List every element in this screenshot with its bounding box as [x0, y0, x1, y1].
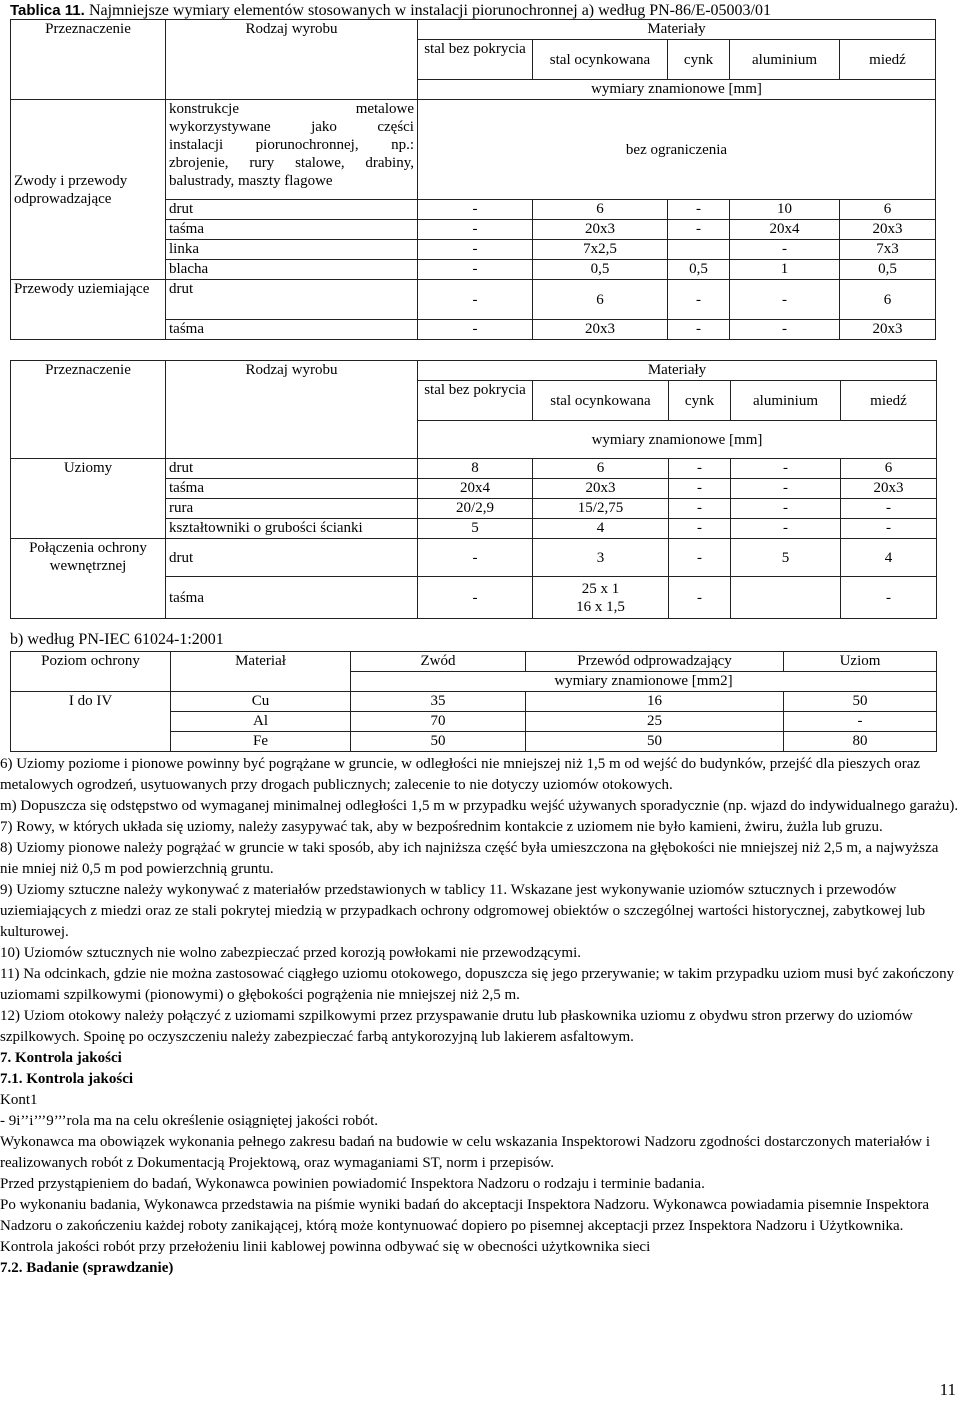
konstrukcje-cell: konstrukcje metalowe wykorzystywane jako części instalacji piorunochronnej, np.: zbrojenie, rury stalowe, drabiny, balustrady, maszty flagowe — [166, 100, 418, 200]
header-wymiary: wymiary znamionowe [mm2] — [351, 672, 937, 692]
kont-line: Kont1 — [0, 1092, 38, 1108]
material-stal: stal bez pokrycia — [418, 40, 533, 80]
header-przeznaczenie: Przeznaczenie — [11, 20, 166, 100]
table-3 — [10, 651, 937, 752]
table-row: kształtowniki o grubości ścianki 5 4 - - - — [11, 519, 937, 539]
material-cynk: cynk — [669, 381, 731, 421]
table-row: taśma - 20x3 - - 20x3 — [11, 320, 936, 340]
paragraph: Wykonawca ma obowiązek wykonania pełnego zakresu badań na budowie w celu wskazania Inspektorowi Nadzoru zgodności dostarczonych materiałów i realizowanych robót z Dokumentacją Projektową, oraz wymaganiami ST, norm i przepisów. — [0, 1134, 931, 1171]
header-material: Materiał — [171, 652, 351, 692]
header-uziom: Uziom — [784, 652, 937, 672]
header-wymiary: wymiary znamionowe [mm] — [418, 80, 936, 100]
table-row: Połączenia ochrony wewnętrznej drut - 3 - 5 4 — [11, 539, 937, 577]
table-row: taśma 20x4 20x3 - - 20x3 — [11, 479, 937, 499]
material-aluminium: aluminium — [730, 40, 840, 80]
zwody-label: Zwody i przewody odprowadzające — [11, 100, 166, 280]
paragraph: 10) Uziomów sztucznych nie wolno zabezpieczać przed korozją powłokami nie przewodzącymi. — [0, 945, 582, 961]
material-cynk: cynk — [668, 40, 730, 80]
heading-7: 7. Kontrola jakości — [0, 1050, 122, 1066]
polaczenia-label: Połączenia ochrony wewnętrznej — [11, 539, 166, 619]
table-title: Tablica 11. Najmniejsze wymiary elementów stosowanych w instalacji piorunochronnej a) według PN-86/E-05003/01 — [10, 2, 771, 19]
uziomy-label: Uziomy — [11, 459, 166, 539]
body-text — [0, 754, 960, 1279]
header-przewod: Przewód odprowadzający — [526, 652, 784, 672]
table-row: taśma - 25 x 1 16 x 1,5 - - — [11, 577, 937, 619]
paragraph: 8) Uziomy pionowe należy pogrążać w gruncie w taki sposób, aby ich najniższa część była umieszczona na głębokości nie mniejszej niż 2,5 m, a najwyższa nie mniej niż 0,5 m pod powierzchnią gruntu. — [0, 840, 939, 877]
paragraph: m) Dopuszcza się odstępstwo od wymaganej minimalnej odległości 1,5 m w przypadku wejść używanych sporadycznie (np. wjazd do indywidualnego garażu). — [0, 798, 959, 814]
paragraph: 6) Uziomy poziome i pionowe powinny być pogrążane w gruncie, w odległości nie mniejszej niż 1,5 m od wejść do budynków, przejść dla pieszych oraz metalowych ogrodzeń, usytuowanych przy drogach publicznych; zalecenie to nie dotyczy uziomów otokowych. — [0, 756, 921, 793]
material-stal: stal bez pokrycia — [418, 381, 533, 421]
tasma-dimensions: 25 x 1 16 x 1,5 — [533, 577, 669, 619]
table-1 — [10, 19, 936, 340]
material-aluminium: aluminium — [731, 381, 841, 421]
paragraph: Po wykonaniu badania, Wykonawca przedstawia na piśmie wyniki badań do akceptacji Inspektora Nadzoru. Wykonawca powiadamia pisemnie Inspektora Nadzoru o zakończeniu każdej roboty zanikającej, którą może kontynuować dopiero po pisemnej akceptacji przez Inspektora Nadzoru i Użytkownika. Kontrola jakości robót przy przełożeniu linii kablowej powinna odbywać się w obecności użytkownika sieci — [0, 1197, 930, 1255]
header-zwod: Zwód — [351, 652, 526, 672]
table-row: rura 20/2,9 15/2,75 - - - — [11, 499, 937, 519]
table-row: drut - 6 - 10 6 — [11, 200, 936, 220]
table-2 — [10, 360, 937, 619]
table-row: Al 70 25 - — [11, 712, 937, 732]
subtitle-b: b) według PN-IEC 61024-1:2001 — [10, 631, 224, 648]
header-rodzaj: Rodzaj wyrobu — [166, 20, 418, 100]
paragraph: 11) Na odcinkach, gdzie nie można zastosować ciągłego uziomu otokowego, dopuszcza się jego przerywanie; w takim przypadku uziom musi być zakończony uziomami szpilkowymi (pionowymi) o głębokości pogrążenia nie mniejszej niż 2,5 m. — [0, 966, 955, 1003]
table-row: I do IV Cu 35 16 50 — [11, 692, 937, 712]
table-row: blacha - 0,5 0,5 1 0,5 — [11, 260, 936, 280]
rola-line: - 9i’’i’’’9’’’rola ma na celu określenie osiągniętej jakości robót. — [0, 1113, 379, 1129]
przewody-label: Przewody uziemiające — [11, 280, 166, 340]
header-wymiary: wymiary znamionowe [mm] — [418, 421, 937, 459]
table-row: taśma - 20x3 - 20x4 20x3 — [11, 220, 936, 240]
header-poziom: Poziom ochrony — [11, 652, 171, 692]
material-miedz: miedź — [840, 40, 936, 80]
material-ocynk: stal ocynkowana — [533, 40, 668, 80]
poziom-value: I do IV — [11, 692, 171, 752]
header-materialy: Materiały — [418, 361, 937, 381]
bez-ograniczenia: bez ograniczenia — [418, 100, 936, 200]
table-row: Uziomy drut 8 6 - - 6 — [11, 459, 937, 479]
material-ocynk: stal ocynkowana — [533, 381, 669, 421]
header-rodzaj: Rodzaj wyrobu — [166, 361, 418, 459]
paragraph: Przed przystąpieniem do badań, Wykonawca powinien powiadomić Inspektora Nadzoru o rodzaju i terminie badania. — [0, 1176, 705, 1192]
table-row: Przewody uziemiające drut - 6 - - 6 — [11, 280, 936, 320]
paragraph: 7) Rowy, w których układa się uziomy, należy zasypywać tak, aby w bezpośrednim kontakcie z uziomem nie było kamieni, żwiru, żużla lub gruzu. — [0, 819, 883, 835]
header-materialy: Materiały — [418, 20, 936, 40]
heading-7-2: 7.2. Badanie (sprawdzanie) — [0, 1260, 174, 1276]
paragraph: 12) Uziom otokowy należy połączyć z uziomami szpilkowymi przez przyspawanie drutu lub płaskownika uziomu z obydwu stron przerwy do uziomów szpilkowych. Spoinę po oczyszczeniu należy zabezpieczać farbą antykorozyjną lub lakierem asfaltowym. — [0, 1008, 913, 1045]
heading-7-1: 7.1. Kontrola jakości — [0, 1071, 134, 1087]
material-miedz: miedź — [841, 381, 937, 421]
header-przeznaczenie: Przeznaczenie — [11, 361, 166, 459]
paragraph: 9) Uziomy sztuczne należy wykonywać z materiałów przedstawionych w tablicy 11. Wskazane jest wykonywanie uziomów sztucznych i przewodów uziemiających z miedzi oraz ze stali pokrytej miedzią w przypadkach ochrony odgromowej obiektów o szczególnej wartości historycznej, zabytkowej lub kulturowej. — [0, 882, 926, 940]
table-row: linka - 7x2,5 - 7x3 — [11, 240, 936, 260]
page-number: 11 — [939, 1380, 956, 1399]
table-row: Fe 50 50 80 — [11, 732, 937, 752]
